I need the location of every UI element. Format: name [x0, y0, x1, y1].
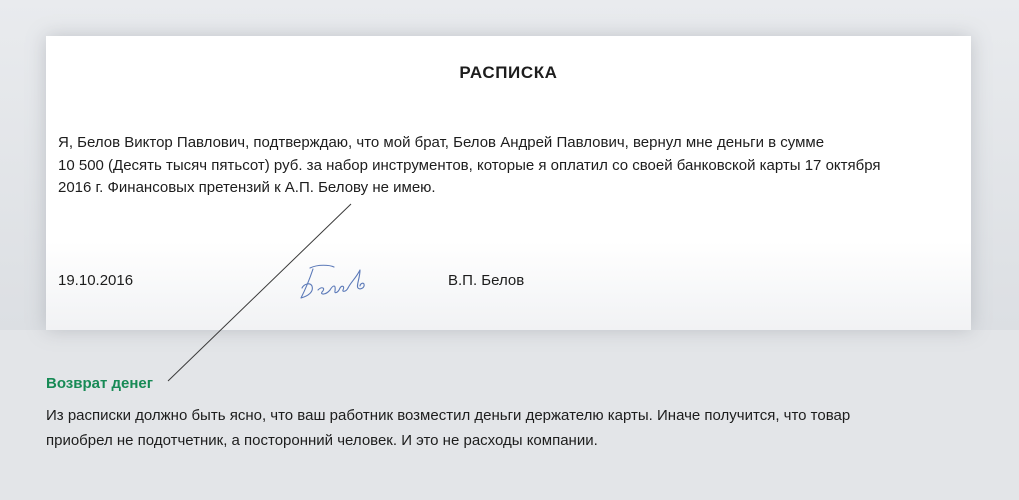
document-signer: В.П. Белов: [448, 272, 525, 289]
note-text-line: приобрел не подотчетник, а посторонний человек. И это не расходы компании.: [46, 432, 598, 449]
note-text: [46, 403, 986, 453]
document-body-line: Я, Белов Виктор Павлович, подтверждаю, что мой брат, Белов Андрей Павлович, вернул мне деньги в сумме: [58, 134, 825, 151]
note-text-line: Из расписки должно быть ясно, что ваш работник возместил деньги держателю карты. Иначе получится, что товар: [46, 407, 851, 424]
note-title: Возврат денег: [46, 375, 154, 392]
document-title: РАСПИСКА: [459, 63, 558, 82]
document-date: 19.10.2016: [58, 272, 134, 289]
document-body-line: 10 500 (Десять тысяч пятьсот) руб. за набор инструментов, которые я оплатил со своей банковской карты 17 октября: [58, 156, 881, 174]
document-body-line: 2016 г. Финансовых претензий к А.П. Белову не имею.: [58, 179, 436, 196]
